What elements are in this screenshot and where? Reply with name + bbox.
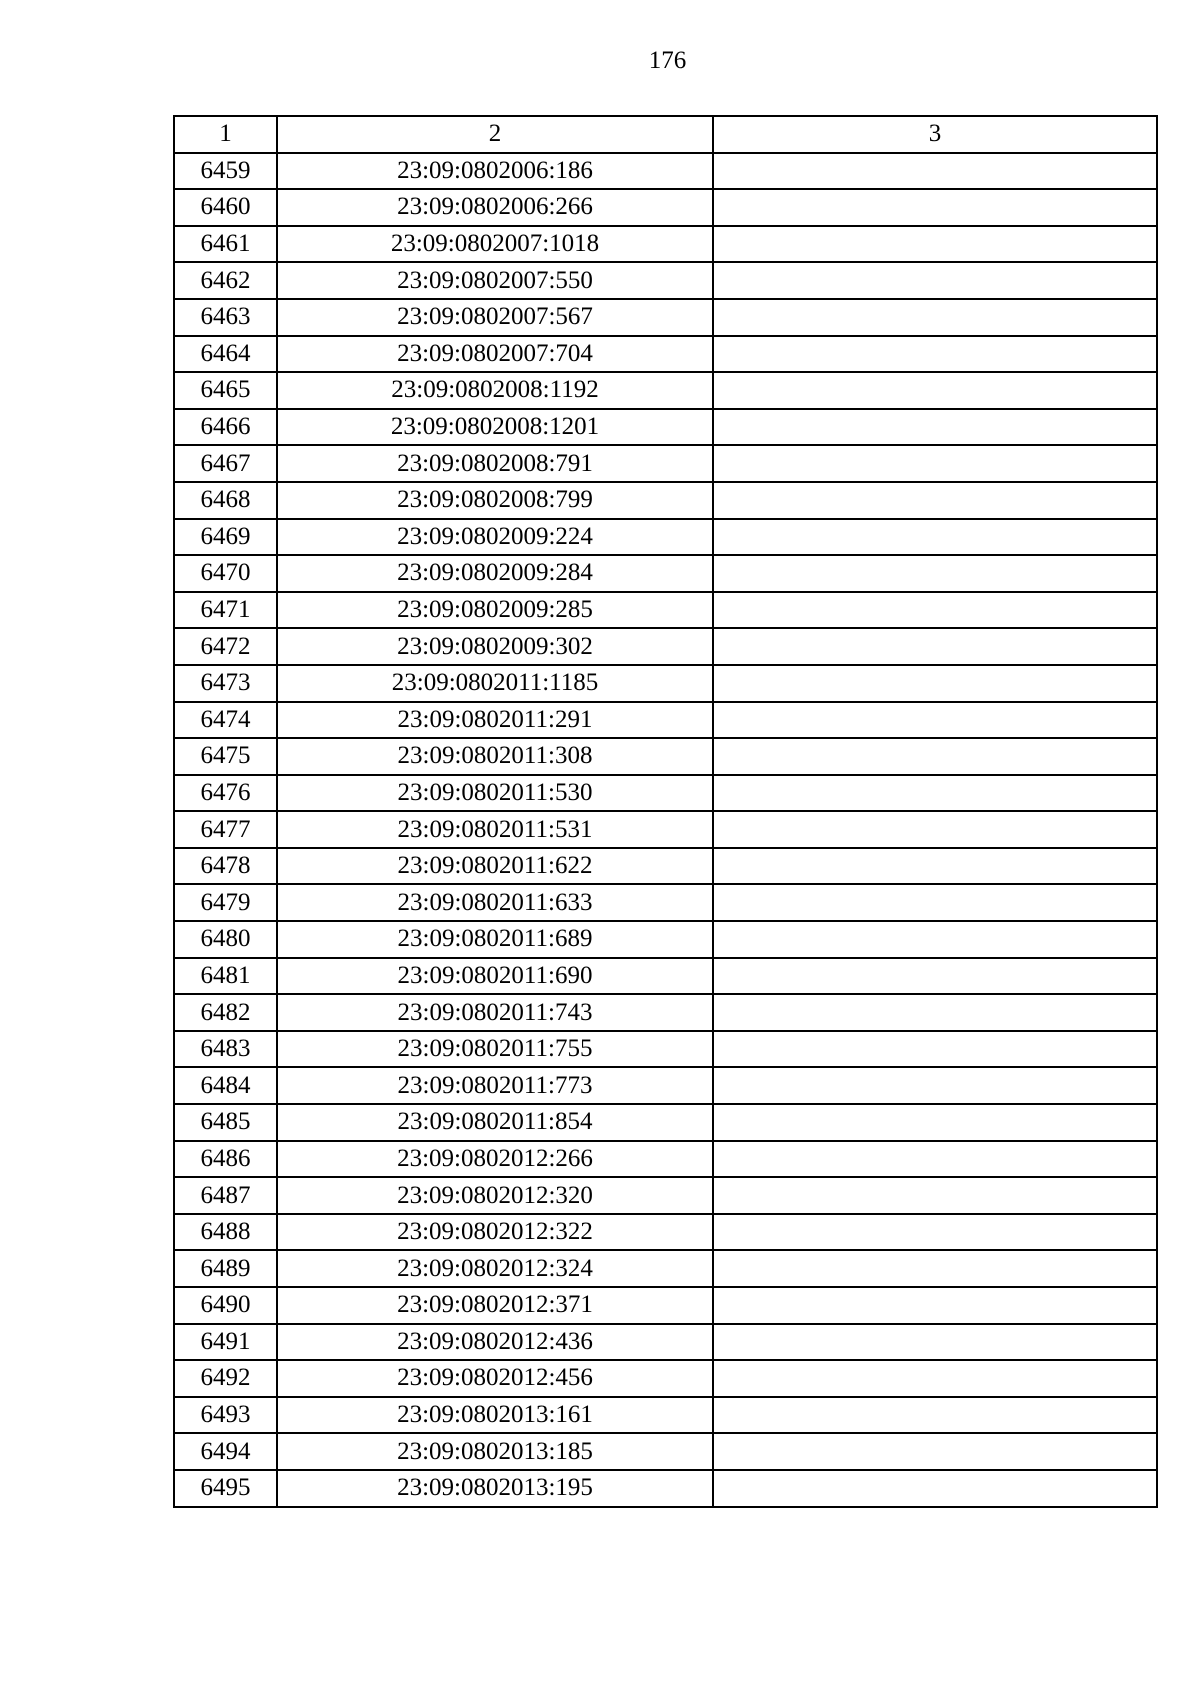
row-number-cell: 6462 [174,262,277,299]
row-number-cell: 6491 [174,1324,277,1361]
notes-cell [713,226,1157,263]
notes-cell [713,445,1157,482]
cadastral-number-cell: 23:09:0802007:1018 [277,226,713,263]
table-row [174,994,1157,1031]
table-row [174,921,1157,958]
row-number-cell: 6486 [174,1141,277,1178]
cadastral-number-cell: 23:09:0802009:285 [277,592,713,629]
row-number-cell: 6459 [174,153,277,190]
cadastral-number-cell: 23:09:0802009:302 [277,628,713,665]
table-row [174,665,1157,702]
cadastral-number-cell: 23:09:0802011:690 [277,958,713,995]
notes-cell [713,702,1157,739]
table-row [174,445,1157,482]
notes-cell [713,1360,1157,1397]
notes-cell [713,811,1157,848]
table-row [174,1067,1157,1104]
cadastral-number-cell: 23:09:0802013:185 [277,1433,713,1470]
notes-cell [713,336,1157,373]
row-number-cell: 6460 [174,189,277,226]
notes-cell [713,1470,1157,1507]
row-number-cell: 6484 [174,1067,277,1104]
row-number-cell: 6471 [174,592,277,629]
table-row [174,811,1157,848]
header-row [174,116,1157,153]
notes-cell [713,153,1157,190]
table-row [174,1177,1157,1214]
table-row [174,628,1157,665]
table-row [174,958,1157,995]
table-row [174,336,1157,373]
table-body [174,153,1157,1507]
table-row [174,372,1157,409]
notes-cell [713,482,1157,519]
table-row [174,555,1157,592]
row-number-cell: 6489 [174,1250,277,1287]
notes-cell [713,1214,1157,1251]
row-number-cell: 6481 [174,958,277,995]
notes-cell [713,1287,1157,1324]
cadastral-number-cell: 23:09:0802011:530 [277,775,713,812]
column-header-2: 2 [277,116,713,153]
cadastral-number-cell: 23:09:0802006:266 [277,189,713,226]
cadastral-number-cell: 23:09:0802012:322 [277,1214,713,1251]
table-row [174,592,1157,629]
table-row [174,153,1157,190]
notes-cell [713,1031,1157,1068]
cadastral-number-cell: 23:09:0802007:567 [277,299,713,336]
column-header-1: 1 [174,116,277,153]
notes-cell [713,1104,1157,1141]
notes-cell [713,519,1157,556]
cadastral-number-cell: 23:09:0802008:799 [277,482,713,519]
cadastral-number-cell: 23:09:0802013:195 [277,1470,713,1507]
cadastral-number-cell: 23:09:0802012:320 [277,1177,713,1214]
cadastral-number-cell: 23:09:0802011:755 [277,1031,713,1068]
cadastral-number-cell: 23:09:0802006:186 [277,153,713,190]
row-number-cell: 6467 [174,445,277,482]
cadastral-number-cell: 23:09:0802009:224 [277,519,713,556]
row-number-cell: 6488 [174,1214,277,1251]
notes-cell [713,921,1157,958]
table-row [174,1397,1157,1434]
row-number-cell: 6493 [174,1397,277,1434]
column-header-3: 3 [713,116,1157,153]
table-row [174,1104,1157,1141]
notes-cell [713,848,1157,885]
row-number-cell: 6485 [174,1104,277,1141]
table-row [174,1324,1157,1361]
table-row [174,519,1157,556]
table-row [174,409,1157,446]
table-row [174,848,1157,885]
row-number-cell: 6477 [174,811,277,848]
cadastral-number-cell: 23:09:0802012:371 [277,1287,713,1324]
notes-cell [713,262,1157,299]
notes-cell [713,1067,1157,1104]
row-number-cell: 6480 [174,921,277,958]
notes-cell [713,189,1157,226]
notes-cell [713,372,1157,409]
table-row [174,702,1157,739]
row-number-cell: 6465 [174,372,277,409]
table-row [174,1250,1157,1287]
cadastral-number-cell: 23:09:0802011:291 [277,702,713,739]
cadastral-number-cell: 23:09:0802011:308 [277,738,713,775]
row-number-cell: 6476 [174,775,277,812]
notes-cell [713,775,1157,812]
table-row [174,1470,1157,1507]
notes-cell [713,299,1157,336]
table-row [174,262,1157,299]
row-number-cell: 6463 [174,299,277,336]
table-row [174,1360,1157,1397]
cadastral-number-cell: 23:09:0802007:704 [277,336,713,373]
cadastral-number-cell: 23:09:0802011:622 [277,848,713,885]
table-row [174,1141,1157,1178]
table-row [174,1031,1157,1068]
notes-cell [713,1250,1157,1287]
row-number-cell: 6478 [174,848,277,885]
notes-cell [713,1397,1157,1434]
cadastral-number-cell: 23:09:0802012:436 [277,1324,713,1361]
notes-cell [713,994,1157,1031]
row-number-cell: 6492 [174,1360,277,1397]
table-row [174,482,1157,519]
notes-cell [713,1433,1157,1470]
cadastral-number-cell: 23:09:0802009:284 [277,555,713,592]
notes-cell [713,1324,1157,1361]
table-row [174,189,1157,226]
table-row [174,884,1157,921]
row-number-cell: 6470 [174,555,277,592]
cadastral-number-cell: 23:09:0802007:550 [277,262,713,299]
table-row [174,1214,1157,1251]
table-row [174,1433,1157,1470]
row-number-cell: 6495 [174,1470,277,1507]
row-number-cell: 6466 [174,409,277,446]
row-number-cell: 6479 [174,884,277,921]
notes-cell [713,738,1157,775]
notes-cell [713,884,1157,921]
row-number-cell: 6464 [174,336,277,373]
cadastral-number-cell: 23:09:0802011:531 [277,811,713,848]
row-number-cell: 6469 [174,519,277,556]
cadastral-number-cell: 23:09:0802012:266 [277,1141,713,1178]
table-row [174,775,1157,812]
row-number-cell: 6473 [174,665,277,702]
cadastral-number-cell: 23:09:0802011:773 [277,1067,713,1104]
row-number-cell: 6474 [174,702,277,739]
notes-cell [713,1141,1157,1178]
notes-cell [713,555,1157,592]
row-number-cell: 6472 [174,628,277,665]
notes-cell [713,409,1157,446]
cadastral-number-cell: 23:09:0802011:1185 [277,665,713,702]
table-header [174,116,1157,153]
cadastral-number-cell: 23:09:0802011:854 [277,1104,713,1141]
row-number-cell: 6483 [174,1031,277,1068]
notes-cell [713,592,1157,629]
cadastral-number-cell: 23:09:0802012:456 [277,1360,713,1397]
table-row [174,299,1157,336]
cadastral-number-cell: 23:09:0802011:689 [277,921,713,958]
row-number-cell: 6461 [174,226,277,263]
table-row [174,1287,1157,1324]
notes-cell [713,628,1157,665]
cadastral-number-cell: 23:09:0802011:743 [277,994,713,1031]
cadastral-number-cell: 23:09:0802008:1192 [277,372,713,409]
notes-cell [713,1177,1157,1214]
row-number-cell: 6482 [174,994,277,1031]
row-number-cell: 6475 [174,738,277,775]
cadastral-number-cell: 23:09:0802013:161 [277,1397,713,1434]
cadastral-number-cell: 23:09:0802008:791 [277,445,713,482]
cadastral-number-cell: 23:09:0802011:633 [277,884,713,921]
notes-cell [713,958,1157,995]
table-row [174,738,1157,775]
notes-cell [713,665,1157,702]
table-row [174,226,1157,263]
page-number: 176 [648,47,687,74]
cadastral-number-cell: 23:09:0802008:1201 [277,409,713,446]
row-number-cell: 6468 [174,482,277,519]
cadastral-number-cell: 23:09:0802012:324 [277,1250,713,1287]
cadastral-table [173,115,1158,1508]
row-number-cell: 6494 [174,1433,277,1470]
row-number-cell: 6490 [174,1287,277,1324]
row-number-cell: 6487 [174,1177,277,1214]
